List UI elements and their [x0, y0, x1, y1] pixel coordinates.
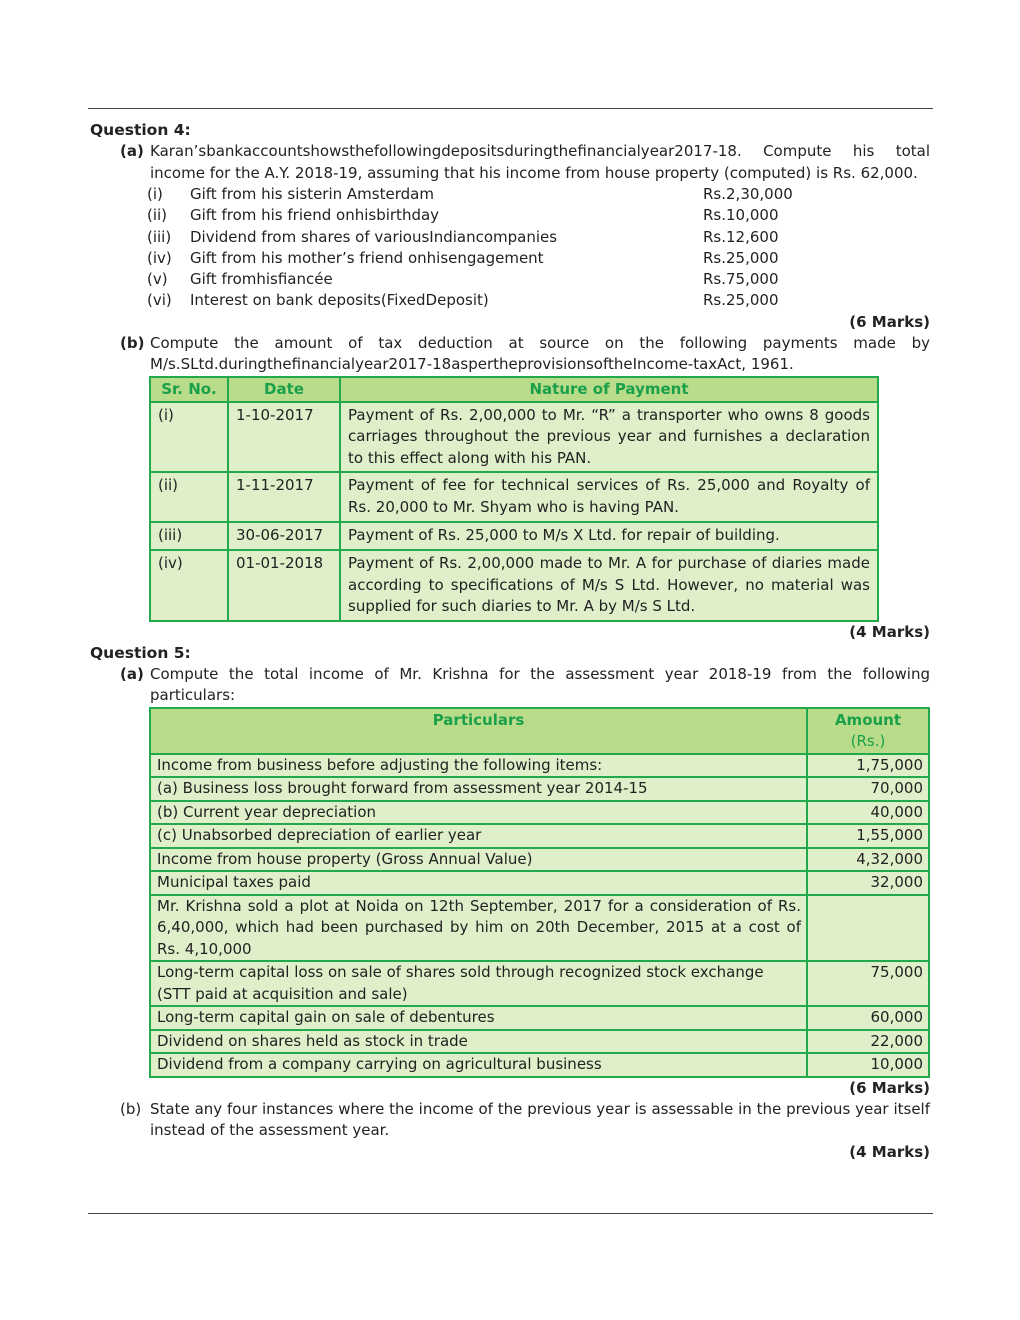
cell-particular: Dividend from a company carrying on agricultural business — [150, 1053, 807, 1077]
table-row — [150, 550, 878, 621]
cell-date: 30-06-2017 — [228, 522, 340, 550]
header-amount-unit: (Rs.) — [850, 731, 886, 750]
table-row — [150, 1006, 929, 1030]
marks-label: (6 Marks) — [849, 312, 930, 331]
cell-amount: 60,000 — [807, 1006, 929, 1030]
cell-particular: (b) Current year depreciation — [150, 801, 807, 825]
item-amount: Rs.25,000 — [703, 248, 779, 267]
table-row — [150, 961, 929, 1006]
part-label: (a) — [120, 664, 144, 683]
cell-amount — [807, 895, 929, 962]
item-description: Interest on bank deposits(FixedDeposit) — [190, 291, 489, 310]
cell-nature: Payment of Rs. 2,00,000 made to Mr. A for purchase of diaries made according to specifications of M/s S Ltd. However, no material was supplied for such diaries to Mr. A by M/s S Ltd. — [340, 550, 878, 621]
item-amount: Rs.25,000 — [703, 291, 779, 310]
cell-amount: 1,55,000 — [807, 824, 929, 848]
list-item — [147, 205, 930, 226]
header-amount — [807, 708, 929, 754]
list-item — [147, 227, 930, 248]
header-particulars: Particulars — [150, 708, 807, 754]
cell-amount: 10,000 — [807, 1053, 929, 1077]
cell-particular: Municipal taxes paid — [150, 871, 807, 895]
cell-particular: Mr. Krishna sold a plot at Noida on 12th September, 2017 for a consideration of Rs. 6,40,000, which had been purchased by him on 20th December, 2015 at a cost of Rs. 4,10,000 — [150, 895, 807, 962]
item-description: Gift from his friend onhisbirthday — [190, 206, 440, 225]
cell-amount: 4,32,000 — [807, 848, 929, 872]
item-number: (i) — [147, 185, 163, 203]
list-item — [147, 290, 930, 311]
question-4-title: Question 4: — [90, 121, 191, 139]
question-5a — [90, 664, 930, 707]
question-5b-text: State any four instances where the income of the previous year is assessable in the previous year itself instead of the assessment year. — [150, 1099, 930, 1140]
item-number: (vi) — [147, 291, 172, 310]
table-row — [150, 801, 929, 825]
cell-amount: 32,000 — [807, 871, 929, 895]
list-item — [147, 269, 930, 290]
cell-particular: Long-term capital gain on sale of debentures — [150, 1006, 807, 1030]
table-row — [150, 777, 929, 801]
cell-amount: 22,000 — [807, 1030, 929, 1054]
question-5-title: Question 5: — [90, 643, 191, 662]
table-row — [150, 1030, 929, 1054]
marks-label: (4 Marks) — [849, 1142, 930, 1161]
cell-particular: Long-term capital loss on sale of shares sold through recognized stock exchange (STT paid at acquisition and sale) — [150, 961, 807, 1006]
cell-date: 01-01-2018 — [228, 550, 340, 621]
cell-particular: (a) Business loss brought forward from assessment year 2014-15 — [150, 777, 807, 801]
table-header-row — [150, 377, 878, 402]
item-description: Gift from his sisterin Amsterdam — [190, 185, 434, 203]
marks-label: (6 Marks) — [849, 1078, 930, 1097]
item-description: Gift fromhisfiancée — [190, 270, 333, 289]
cell-nature: Payment of Rs. 25,000 to M/s X Ltd. for repair of building. — [340, 522, 878, 550]
cell-date: 1-10-2017 — [228, 402, 340, 473]
cell-particular: Income from house property (Gross Annual Value) — [150, 848, 807, 872]
cell-sr: (iii) — [150, 522, 228, 550]
cell-amount: 40,000 — [807, 801, 929, 825]
table-row — [150, 1053, 929, 1077]
cell-particular: Income from business before adjusting the following items: — [150, 754, 807, 778]
part-label: (a) — [120, 142, 144, 160]
table-row — [150, 472, 878, 522]
cell-amount: 70,000 — [807, 777, 929, 801]
deposit-list — [147, 184, 930, 312]
top-rule — [88, 108, 933, 109]
item-amount: Rs.10,000 — [703, 206, 779, 225]
table-row — [150, 402, 878, 473]
table-header-row — [150, 708, 929, 754]
cell-particular: Dividend on shares held as stock in trade — [150, 1030, 807, 1054]
question-4a-text: Karan’sbankaccountshowsthefollowingdepositsduringthefinancialyear2017-18. Compute his total income for the A.Y. 2018-19, assuming that his income from house property (computed) is Rs. 62,000. — [150, 142, 930, 182]
list-item — [147, 184, 930, 205]
question-4b — [90, 333, 930, 376]
item-number: (iv) — [147, 248, 172, 267]
item-description: Dividend from shares of variousIndiancompanies — [190, 227, 558, 246]
tds-payments-table — [149, 376, 879, 622]
header-amount-label: Amount — [834, 710, 902, 729]
table-row — [150, 754, 929, 778]
table-row — [150, 824, 929, 848]
cell-amount: 75,000 — [807, 961, 929, 1006]
cell-sr: (iv) — [150, 550, 228, 621]
cell-particular: (c) Unabsorbed depreciation of earlier year — [150, 824, 807, 848]
part-label: (b) — [120, 333, 145, 352]
cell-sr: (i) — [150, 402, 228, 473]
marks-label: (4 Marks) — [849, 622, 930, 641]
list-item — [147, 248, 930, 269]
question-paper — [90, 120, 930, 1163]
cell-amount: 1,75,000 — [807, 754, 929, 778]
part-label: (b) — [120, 1099, 142, 1118]
cell-sr: (ii) — [150, 472, 228, 522]
item-amount: Rs.12,600 — [703, 227, 779, 246]
cell-date: 1-11-2017 — [228, 472, 340, 522]
table-row — [150, 871, 929, 895]
header-nature-of-payment: Nature of Payment — [340, 377, 878, 402]
question-5b — [90, 1099, 930, 1142]
bottom-rule — [88, 1213, 933, 1214]
question-4a — [90, 141, 930, 184]
table-row — [150, 848, 929, 872]
item-amount: Rs.75,000 — [703, 270, 779, 289]
question-5a-text: Compute the total income of Mr. Krishna for the assessment year 2018-19 from the following particulars: — [150, 664, 930, 705]
item-number: (iii) — [147, 227, 172, 246]
cell-nature: Payment of Rs. 2,00,000 to Mr. “R” a transporter who owns 8 goods carriages throughout the previous year and furnishes a declaration to this effect along with his PAN. — [340, 402, 878, 473]
header-date: Date — [228, 377, 340, 402]
item-amount: Rs.2,30,000 — [703, 185, 793, 203]
header-sr-no: Sr. No. — [150, 377, 228, 402]
item-description: Gift from his mother’s friend onhisengagement — [190, 248, 544, 267]
income-particulars-table — [149, 707, 930, 1078]
item-number: (ii) — [147, 206, 168, 225]
table-row — [150, 522, 878, 550]
item-number: (v) — [147, 270, 168, 289]
question-4b-text: Compute the amount of tax deduction at source on the following payments made by M/s.SLtd.duringthefinancialyear2017-18aspertheprovisionsoftheIncome-taxAct, 1961. — [150, 333, 930, 374]
cell-nature: Payment of fee for technical services of Rs. 25,000 and Royalty of Rs. 20,000 to Mr. Shyam who is having PAN. — [340, 472, 878, 522]
table-row — [150, 895, 929, 962]
